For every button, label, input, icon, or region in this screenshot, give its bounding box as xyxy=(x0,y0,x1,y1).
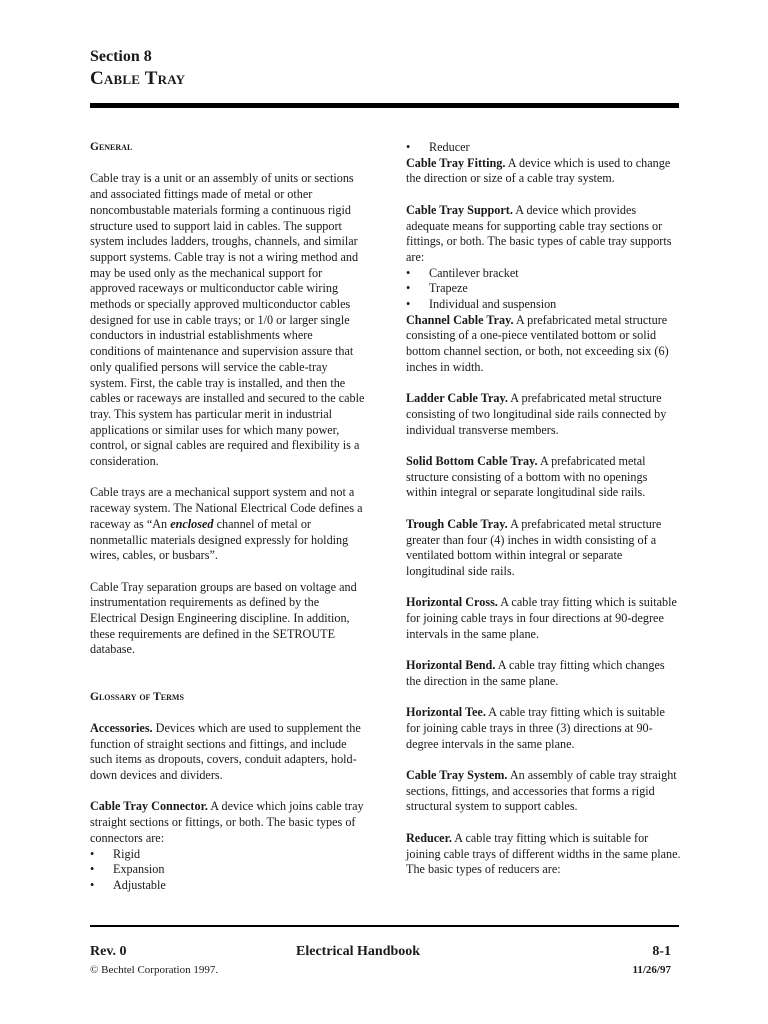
term-definition: A prefabricated metal structure consisting of a one-piece ventilated bottom or solid bottom channel section, or both, not exceeding six (6) inches in width. xyxy=(406,312,669,374)
enclosed-emphasis: enclosed xyxy=(170,516,214,531)
term-definition: A device which is used to change the direction or size of a cable tray system. xyxy=(406,155,671,186)
term-definition: A prefabricated metal structure greater than four (4) inches in width consisting of a ventilated bottom within integral or separate longitudinal side rails. xyxy=(406,516,662,578)
footer-copyright: © Bechtel Corporation 1997. xyxy=(90,964,219,976)
general-paragraph-3: Cable Tray separation groups are based on voltage and instrumentation requirements as defined by the Electrical Design Engineering discipline. In addition, these requirements are defined in the SETROUTE database. xyxy=(90,579,357,657)
list-item: • Individual and suspension xyxy=(406,297,681,313)
term-label: Cable Tray Connector. xyxy=(90,799,208,814)
connector-types-list xyxy=(90,847,365,894)
list-item: • Reducer xyxy=(406,140,681,156)
glossary-entry-fitting xyxy=(406,156,681,187)
term-label: Cable Tray Fitting. xyxy=(406,155,506,170)
glossary-entry-system xyxy=(406,768,681,815)
general-paragraph-1: Cable tray is a unit or an assembly of units or sections and associated fittings made of metal or other noncombustable materials forming a continuous rigid structure used to support laid in cables. The support system includes ladders, troughs, channels, and similar support systems. Cable tray is not a wiring method and may be used only as the mechanical support for approved raceways or multiconductor cable wiring methods or specially approved multiconductor cables designed for use in cable trays; or 1/0 or larger single conductors in industrial establishments where conditions of maintenance and supervision assure that only qualified persons will service the cable-tray system. First, the cable tray is installed, and then the cables or raceways are installed and secured to the cable tray. This system has particular merit in industrial applications or similar uses for which many power, control, or signal cables are required and flexibility is a consideration. xyxy=(90,171,365,469)
term-label: Channel Cable Tray. xyxy=(406,312,514,327)
header-rule xyxy=(90,103,679,108)
footer-rule xyxy=(90,925,679,927)
left-column xyxy=(90,140,365,894)
term-label: Solid Bottom Cable Tray. xyxy=(406,454,538,469)
list-item: • Rigid xyxy=(90,847,365,863)
glossary-entry-support xyxy=(406,203,681,266)
section-number: Section 8 xyxy=(90,48,152,65)
glossary-entry-accessories xyxy=(90,721,365,784)
term-definition: A device which provides adequate means for supporting cable tray sections or fittings, or both. The basic types of cable tray supports are: xyxy=(406,202,672,264)
glossary-heading: Glossary of Terms xyxy=(90,690,184,703)
term-label: Cable Tray System. xyxy=(406,768,508,782)
term-definition: A prefabricated metal structure consisting of two longitudinal side rails connected by individual transverse members. xyxy=(406,391,667,437)
glossary-entry-solid-bottom xyxy=(406,454,681,501)
term-definition: A device which joins cable tray straight sections or fittings, or both. The basic types of connectors are: xyxy=(90,799,364,845)
glossary-entry-trough xyxy=(406,517,681,580)
glossary-entry-horizontal-tee xyxy=(406,705,681,752)
term-label: Reducer. xyxy=(406,830,452,845)
support-types-list xyxy=(406,266,681,313)
term-definition: A cable tray fitting which is suitable for joining cable trays in four directions at 90-degree intervals in the same plane. xyxy=(406,595,677,641)
list-item: • Adjustable xyxy=(90,878,365,894)
footer-page-number: 8-1 xyxy=(652,944,671,959)
term-label: Accessories. xyxy=(90,720,153,735)
footer-book-title: Electrical Handbook xyxy=(296,944,421,959)
list-item: • Trapeze xyxy=(406,281,681,297)
glossary-entry-ladder xyxy=(406,391,681,438)
term-label: Ladder Cable Tray. xyxy=(406,391,508,406)
right-column xyxy=(406,140,681,894)
footer-date: 11/26/97 xyxy=(632,964,671,976)
term-label: Horizontal Tee. xyxy=(406,705,486,720)
term-definition: A cable tray fitting which changes the direction in the same plane. xyxy=(406,658,665,688)
term-definition: An assembly of cable tray straight sections, fittings, and accessories that forms a rigid structural system to support cables. xyxy=(406,768,677,814)
term-definition: Devices which are used to supplement the function of straight sections and fittings, and include such items as dropouts, covers, conduit adapters, hold-down devices and dividers. xyxy=(90,720,361,783)
glossary-entry-connector xyxy=(90,799,365,846)
list-item: • Cantilever bracket xyxy=(406,266,681,282)
footer-revision: Rev. 0 xyxy=(90,944,127,959)
term-label: Cable Tray Support. xyxy=(406,202,513,217)
term-definition: A cable tray fitting which is suitable for joining cable trays of different widths in the same plane. The basic types of reducers are: xyxy=(406,830,681,877)
glossary-entry-horizontal-cross xyxy=(406,595,681,642)
list-item: • Expansion xyxy=(90,862,365,878)
glossary-entry-channel xyxy=(406,313,681,376)
term-definition: A cable tray fitting which is suitable for joining cable trays in three (3) directions at 90-degree intervals in the same plane. xyxy=(406,705,665,751)
term-label: Trough Cable Tray. xyxy=(406,516,508,531)
term-label: Horizontal Cross. xyxy=(406,595,498,610)
glossary-entry-reducer xyxy=(406,831,681,878)
general-paragraph-2-text-b: channel of metal or nonmetallic materials designed expressly for holding wires, cables, or busbars”. xyxy=(90,516,349,563)
section-title: Cable Tray xyxy=(90,68,186,89)
general-heading: General xyxy=(90,141,133,153)
glossary-entry-horizontal-bend xyxy=(406,658,681,689)
general-paragraph-2 xyxy=(90,485,365,564)
connector-types-list-continued xyxy=(406,140,681,156)
term-label: Horizontal Bend. xyxy=(406,658,496,673)
term-definition: A prefabricated metal structure consisting of a bottom with no openings within integral or separate longitudinal side rails. xyxy=(406,454,648,500)
general-paragraph-2-text-a: Cable trays are a mechanical support system and not a raceway system. The National Electrical Code defines a raceway as “An xyxy=(90,485,363,531)
